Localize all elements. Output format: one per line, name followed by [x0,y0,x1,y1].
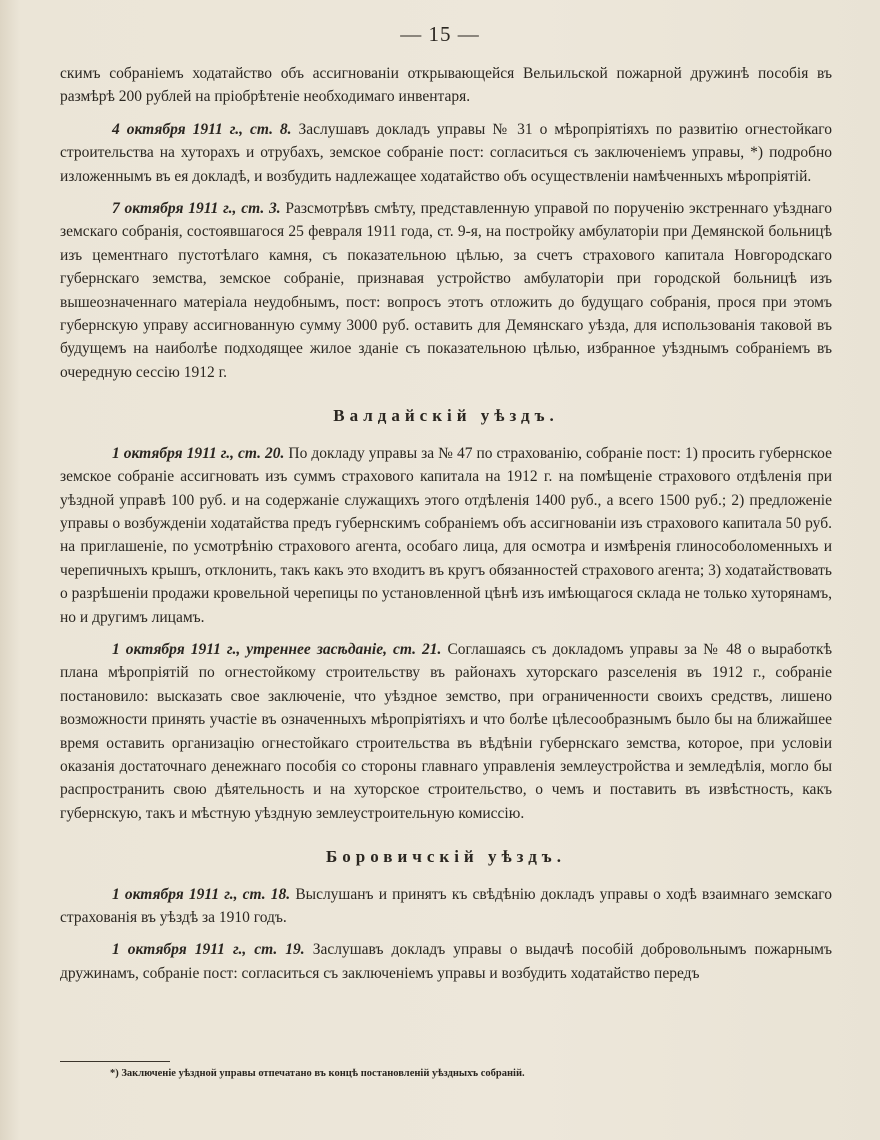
section-heading: Валдайскій уѣздъ. [333,406,559,426]
paragraph-text: Заслушавъ докладъ управы о выдачѣ пособій добровольнымъ пожарнымъ дружинамъ, собраніе пост: согласиться съ заключеніемъ управы и возбудить ходатайство передъ [60,941,832,982]
footnote: *) Заключеніе уѣздной управы отпечатано въ концѣ постановленій уѣздныхъ собраній. [110,1068,525,1079]
section-heading: Боровичскій уѣздъ. [326,847,566,867]
paragraph [60,638,832,825]
paragraph [60,62,832,109]
paragraph [60,938,832,985]
paragraph-date: 1 октября 1911 г., утреннее засѣданіе, ст. 21. [112,640,442,658]
paragraph-text: Разсмотрѣвъ смѣту, представленную управой по порученію экстреннаго уѣзднаго земскаго собранія, состоявшагося 25 февраля 1911 года, ст. 9-я, на постройку амбулаторіи при Демянской больницѣ изъ цементнаго пустотѣлаго камня, съ показательною цѣлью, за счетъ страхового капитала Новгородскаго губернскаго земства, земское собраніе, признавая устройство амбулаторіи при городской больницѣ изъ вышеозначеннаго матеріала неудобнымъ, пост: вопросъ этотъ отложить до будущаго собранія, прося при этомъ губернскую управу ассигнованную сумму 3000 руб. оставить для Демянскаго уѣзда, для использованія таковой въ будущемъ на наиболѣе подходящее жилое зданіе съ показательною цѣлью, избранное уѣзднымъ собраніемъ въ очередную сессію 1912 г. [60,200,832,381]
paragraph-date: 1 октября 1911 г., ст. 18. [112,885,291,903]
paragraph-date: 1 октября 1911 г., ст. 20. [112,444,285,462]
paragraph-date: 4 октября 1911 г., ст. 8. [112,120,292,138]
page-content [60,62,832,994]
paragraph-date: 7 октября 1911 г., ст. 3. [112,200,281,218]
page-number: — 15 — [400,22,480,46]
paragraph-text: Заслушавъ докладъ управы № 31 о мѣропріятіяхъ по развитію огнестойкаго строительства на хуторахъ и отрубахъ, земское собраніе пост: согласиться съ заключеніемъ управы, *) подробно изложеннымъ въ ея докладѣ, и возбудить надлежащее ходатайство объ осуществленіи намѣченныхъ мѣропріятій. [60,120,833,185]
paragraph-text: Соглашаясь съ докладомъ управы за № 48 о выработкѣ плана мѣропріятій по огнестойкому строительству въ районахъ хуторскаго разселенія въ 1912 г., собраніе постановило: высказать свое заключеніе, что уѣздное земство, при ограниченности своихъ средствъ, лишено возможности принять участіе въ означенныхъ мѣропріятіяхъ и что болѣе цѣлесообразнымъ было бы на ближайшее время оставить организацію огнестойкаго строительства въ вѣдѣніи губернскаго земства, которое, при условіи оказанія достаточнаго денежнаго пособія со стороны главнаго управленія землеустройства и земледѣлія, могло бы распространить свою дѣятельность и на хуторское строительство, о чемъ и поставить въ извѣстность, какъ губернскую, такъ и мѣстную уѣздную землеустроительную комиссію. [60,640,832,822]
footnote-divider [60,1061,170,1062]
paragraph [60,197,832,384]
paragraph [60,442,832,629]
paragraph-date: 1 октября 1911 г., ст. 19. [112,941,305,959]
paragraph-text: скимъ собраніемъ ходатайство объ ассигнованіи открывающейся Вельильской пожарной дружинѣ пособія въ размѣрѣ 200 рублей на пріобрѣтеніе необходимаго инвентаря. [60,65,832,106]
paragraph [60,118,832,188]
paragraph-text: По докладу управы за № 47 по страхованію, собраніе пост: 1) просить губернское земское собраніе ассигновать изъ суммъ страхового капитала на 1912 г. на помѣщеніе страхового отдѣленія при уѣздной управѣ 100 руб. и на содержаніе служащихъ этого отдѣленія 1400 руб., а всего 1500 руб.; 2) предложеніе управы о возбужденіи ходатайства предъ губернскимъ собраніемъ объ ассигнованіи изъ страхового капитала 50 руб. на приглашеніе, по усмотрѣнію страхового агента, особаго лица, для осмотра и измѣренія глинособоломенныхъ и черепичныхъ крышъ, отклонить, такъ какъ это входитъ въ кругъ обязанностей страхового агента; 3) ходатайствовать о разрѣшеніи продажи кровельной черепицы по установленной цѣнѣ изъ имѣющагося склада не только хуторянамъ, но и другимъ лицамъ. [60,444,832,626]
paragraph [60,883,832,930]
paragraph-text: Выслушанъ и принятъ къ свѣдѣнію докладъ управы о ходѣ взаимнаго земскаго страхованія въ уѣздѣ за 1910 годъ. [60,885,833,926]
